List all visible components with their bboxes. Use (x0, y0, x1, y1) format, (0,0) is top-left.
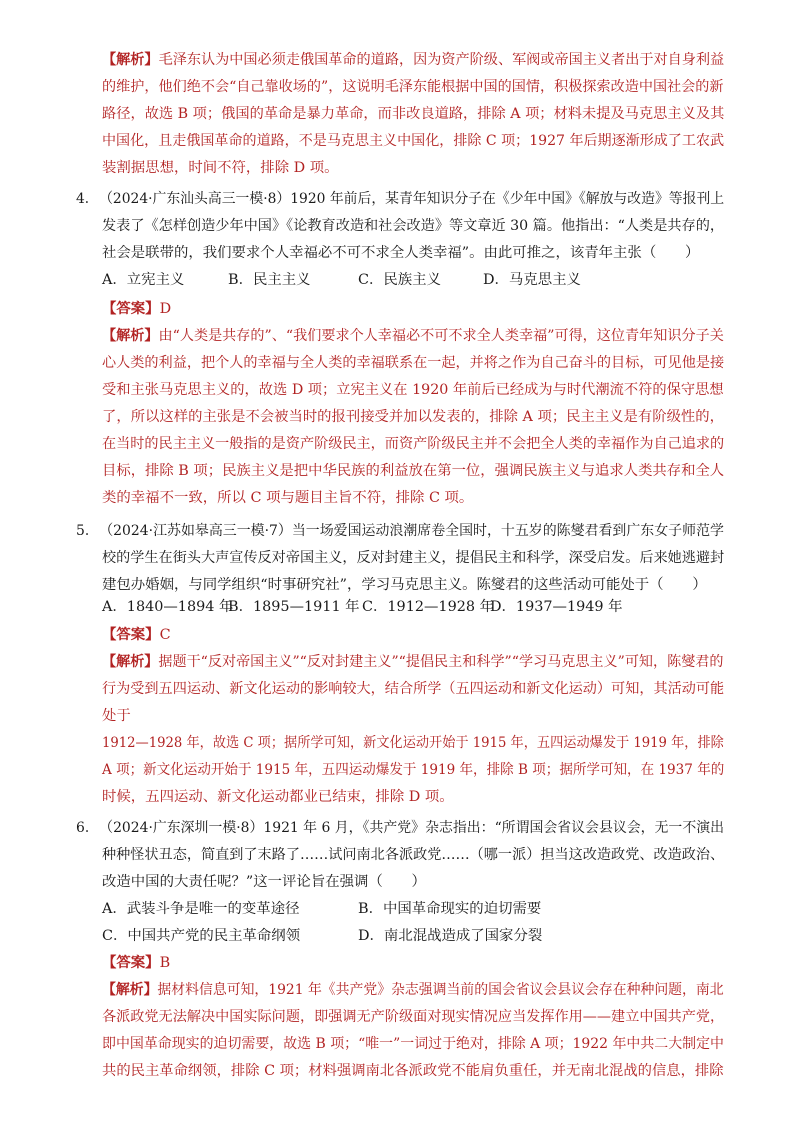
q6-stem-line-2: 种种怪状丑态，简直到了末路了……试问南北各派政党……（哪一派）担当这改造政党、改造政治、 (102, 847, 725, 863)
answer-value: B (159, 955, 171, 971)
q5-option-c: C．1912—1928 年 (362, 599, 495, 615)
prev-analysis-line-4: 中国化，且走俄国革命的道路，不是马克思主义中国化，排除 C 项；1927 年后期逐渐形成了工农武 (102, 133, 725, 149)
q4-analysis-line-5: 在当时的民主主义一般指的是资产阶级民主，而资产阶级民主并不会把全人类的幸福作为自己追求的 (102, 436, 725, 452)
prev-analysis-line-3: 路径，故选 B 项；俄国的革命是暴力革命，而非改良道路，排除 A 项；材料未提及马克思主义及其 (102, 106, 725, 122)
q4-stem-line-1: 4．（2024·广东汕头高三一模·8）1920 年前后，某青年知识分子在《少年中国》《解放与改造》等报刊上 (76, 191, 725, 207)
q6-option-d: D．南北混战造成了国家分裂 (358, 928, 543, 944)
q4-analysis-line-6: 目标，排除 B 项；民族主义是把中华民族的利益放在第一位，强调民族主义与追求人类共存和全人 (102, 463, 725, 479)
question-number: 6． (76, 820, 99, 836)
q5-option-a: A．1840—1894 年 (102, 599, 234, 615)
q6-analysis-line-2: 各派政党无法解决中国实际问题，即强调无产阶级面对现实情况应当发挥作用——建立中国共产党， (102, 1009, 725, 1025)
answer-value: D (159, 301, 172, 317)
q4-stem-line-3: 社会是联带的，我们要求个人幸福必不可不求全人类幸福”。由此可推之，该青年主张（ ） (102, 245, 700, 261)
q5-stem-line-1: 5．（2024·江苏如皋高三一模·7）当一场爱国运动浪潮席卷全国时，十五岁的陈燮君看到广东女子师范学 (76, 523, 724, 539)
q6-analysis-line-4: 共的民主革命纲领，排除 C 项；材料强调南北各派政党不能肩负重任，并无南北混战的信息，排除 (102, 1063, 724, 1079)
q5-analysis-line-4: 1912—1928 年，故选 C 项；据所学可知，新文化运动开始于 1915 年，五四运动爆发于 1919 年，排除 (102, 735, 724, 751)
q4-option-c: C．民族主义 (358, 272, 441, 288)
q4-answer (102, 299, 171, 319)
q5-analysis-line-6: 时候，五四运动、新文化运动都业已结束，排除 D 项。 (102, 789, 454, 805)
q5-option-d: D．1937—1949 年 (490, 599, 623, 615)
q6-analysis-line-3: 即中国革命现实的迫切需要，故选 B 项；“唯一”一词过于绝对，排除 A 项；1922 年中共二大制定中 (102, 1036, 724, 1052)
q6-analysis-line-1: 【解析】据材料信息可知，1921 年《共产党》杂志强调当前的国会省议会县议会存在种种问题，南北 (102, 981, 724, 998)
q4-option-d: D．马克思主义 (483, 272, 581, 288)
answer-tag: 【答案】 (102, 300, 160, 317)
q5-analysis-line-2: 行为受到五四运动、新文化运动的影响较大，结合所学（五四运动和新文化运动）可知，其活动可能 (102, 681, 725, 697)
q5-analysis-line-1: 【解析】据题干“反对帝国主义”“反对封建主义”“提倡民主和科学”“学习马克思主义”可知，陈燮君的 (102, 653, 724, 670)
q4-option-b: B．民主主义 (228, 272, 311, 288)
answer-tag: 【答案】 (102, 626, 160, 643)
analysis-tag: 【解析】 (102, 51, 159, 68)
q4-stem-line-2: 发表了《怎样创造少年中国》《论教育改造和社会改造》等文章近 30 篇。他指出：“人类是共存的， (102, 218, 725, 234)
answer-value: C (159, 627, 171, 643)
analysis-tag: 【解析】 (102, 981, 158, 998)
analysis-tag: 【解析】 (102, 653, 159, 670)
prev-analysis-line-2: 的维护，他们绝不会“自己靠收场的”，这说明毛泽东能根据中国的国情，积极探索改造中国社会的新 (102, 79, 724, 95)
q5-stem-line-2: 校的学生在街头大声宣传反对帝国主义，反对封建主义，提倡民主和科学，深受启发。后来她逃避封 (102, 550, 725, 566)
q6-stem-line-1: 6．（2024·广东深圳一模·8）1921 年 6 月，《共产党》杂志指出：“所谓国会省议会县议会，无一不演出 (76, 820, 725, 836)
q4-analysis-line-4: 了，所以这样的主张是不会被当时的报刊接受并加以发表的，排除 A 项；民主主义是有阶级性的， (102, 409, 724, 425)
q6-option-a: A．武装斗争是唯一的变革途径 (102, 901, 300, 917)
q4-analysis-line-3: 受和主张马克思主义的，故选 D 项；立宪主义在 1920 年前后已经成为与时代潮流不符的保守思想 (102, 382, 724, 398)
question-number: 5． (76, 523, 99, 539)
q4-analysis-line-2: 心人类的利益，把个人的幸福与全人类的幸福联系在一起，并将之作为自己奋斗的目标，可见他是接 (102, 355, 725, 371)
analysis-tag: 【解析】 (102, 327, 159, 344)
q4-option-a: A．立宪主义 (102, 272, 185, 288)
q5-analysis-line-3: 处于 (102, 708, 131, 724)
q6-answer (102, 953, 170, 973)
answer-tag: 【答案】 (102, 954, 160, 971)
q4-analysis-line-1: 【解析】由“人类是共存的”、“我们要求个人幸福必不可不求全人类幸福”可得，这位青年知识分子关 (102, 327, 724, 344)
q6-option-c: C．中国共产党的民主革命纲领 (102, 928, 301, 944)
q5-answer (102, 625, 171, 645)
q5-option-b: B．1895—1911 年 (228, 599, 360, 615)
prev-analysis-line-1: 【解析】毛泽东认为中国必须走俄国革命的道路，因为资产阶级、军阀或帝国主义者出于对自身利益 (102, 51, 725, 68)
q5-stem-line-3: 建包办婚姻，与同学组织“时事研究社”，学习马克思主义。陈燮君的这些活动可能处于（ ） (102, 577, 707, 593)
q5-analysis-line-5: A 项；新文化运动开始于 1915 年，五四运动爆发于 1919 年，排除 B 项；据所学可知，在 1937 年的 (102, 762, 725, 778)
question-number: 4． (76, 191, 99, 207)
q6-stem-line-3: 改造中国的大责任呢？”这一评论旨在强调（ ） (102, 874, 426, 890)
q4-analysis-line-7: 类的幸福不一致，所以 C 项与题目主旨不符，排除 C 项。 (102, 490, 474, 506)
prev-analysis-line-5: 装割据思想，时间不符，排除 D 项。 (102, 160, 339, 176)
q6-option-b: B．中国革命现实的迫切需要 (358, 901, 542, 917)
